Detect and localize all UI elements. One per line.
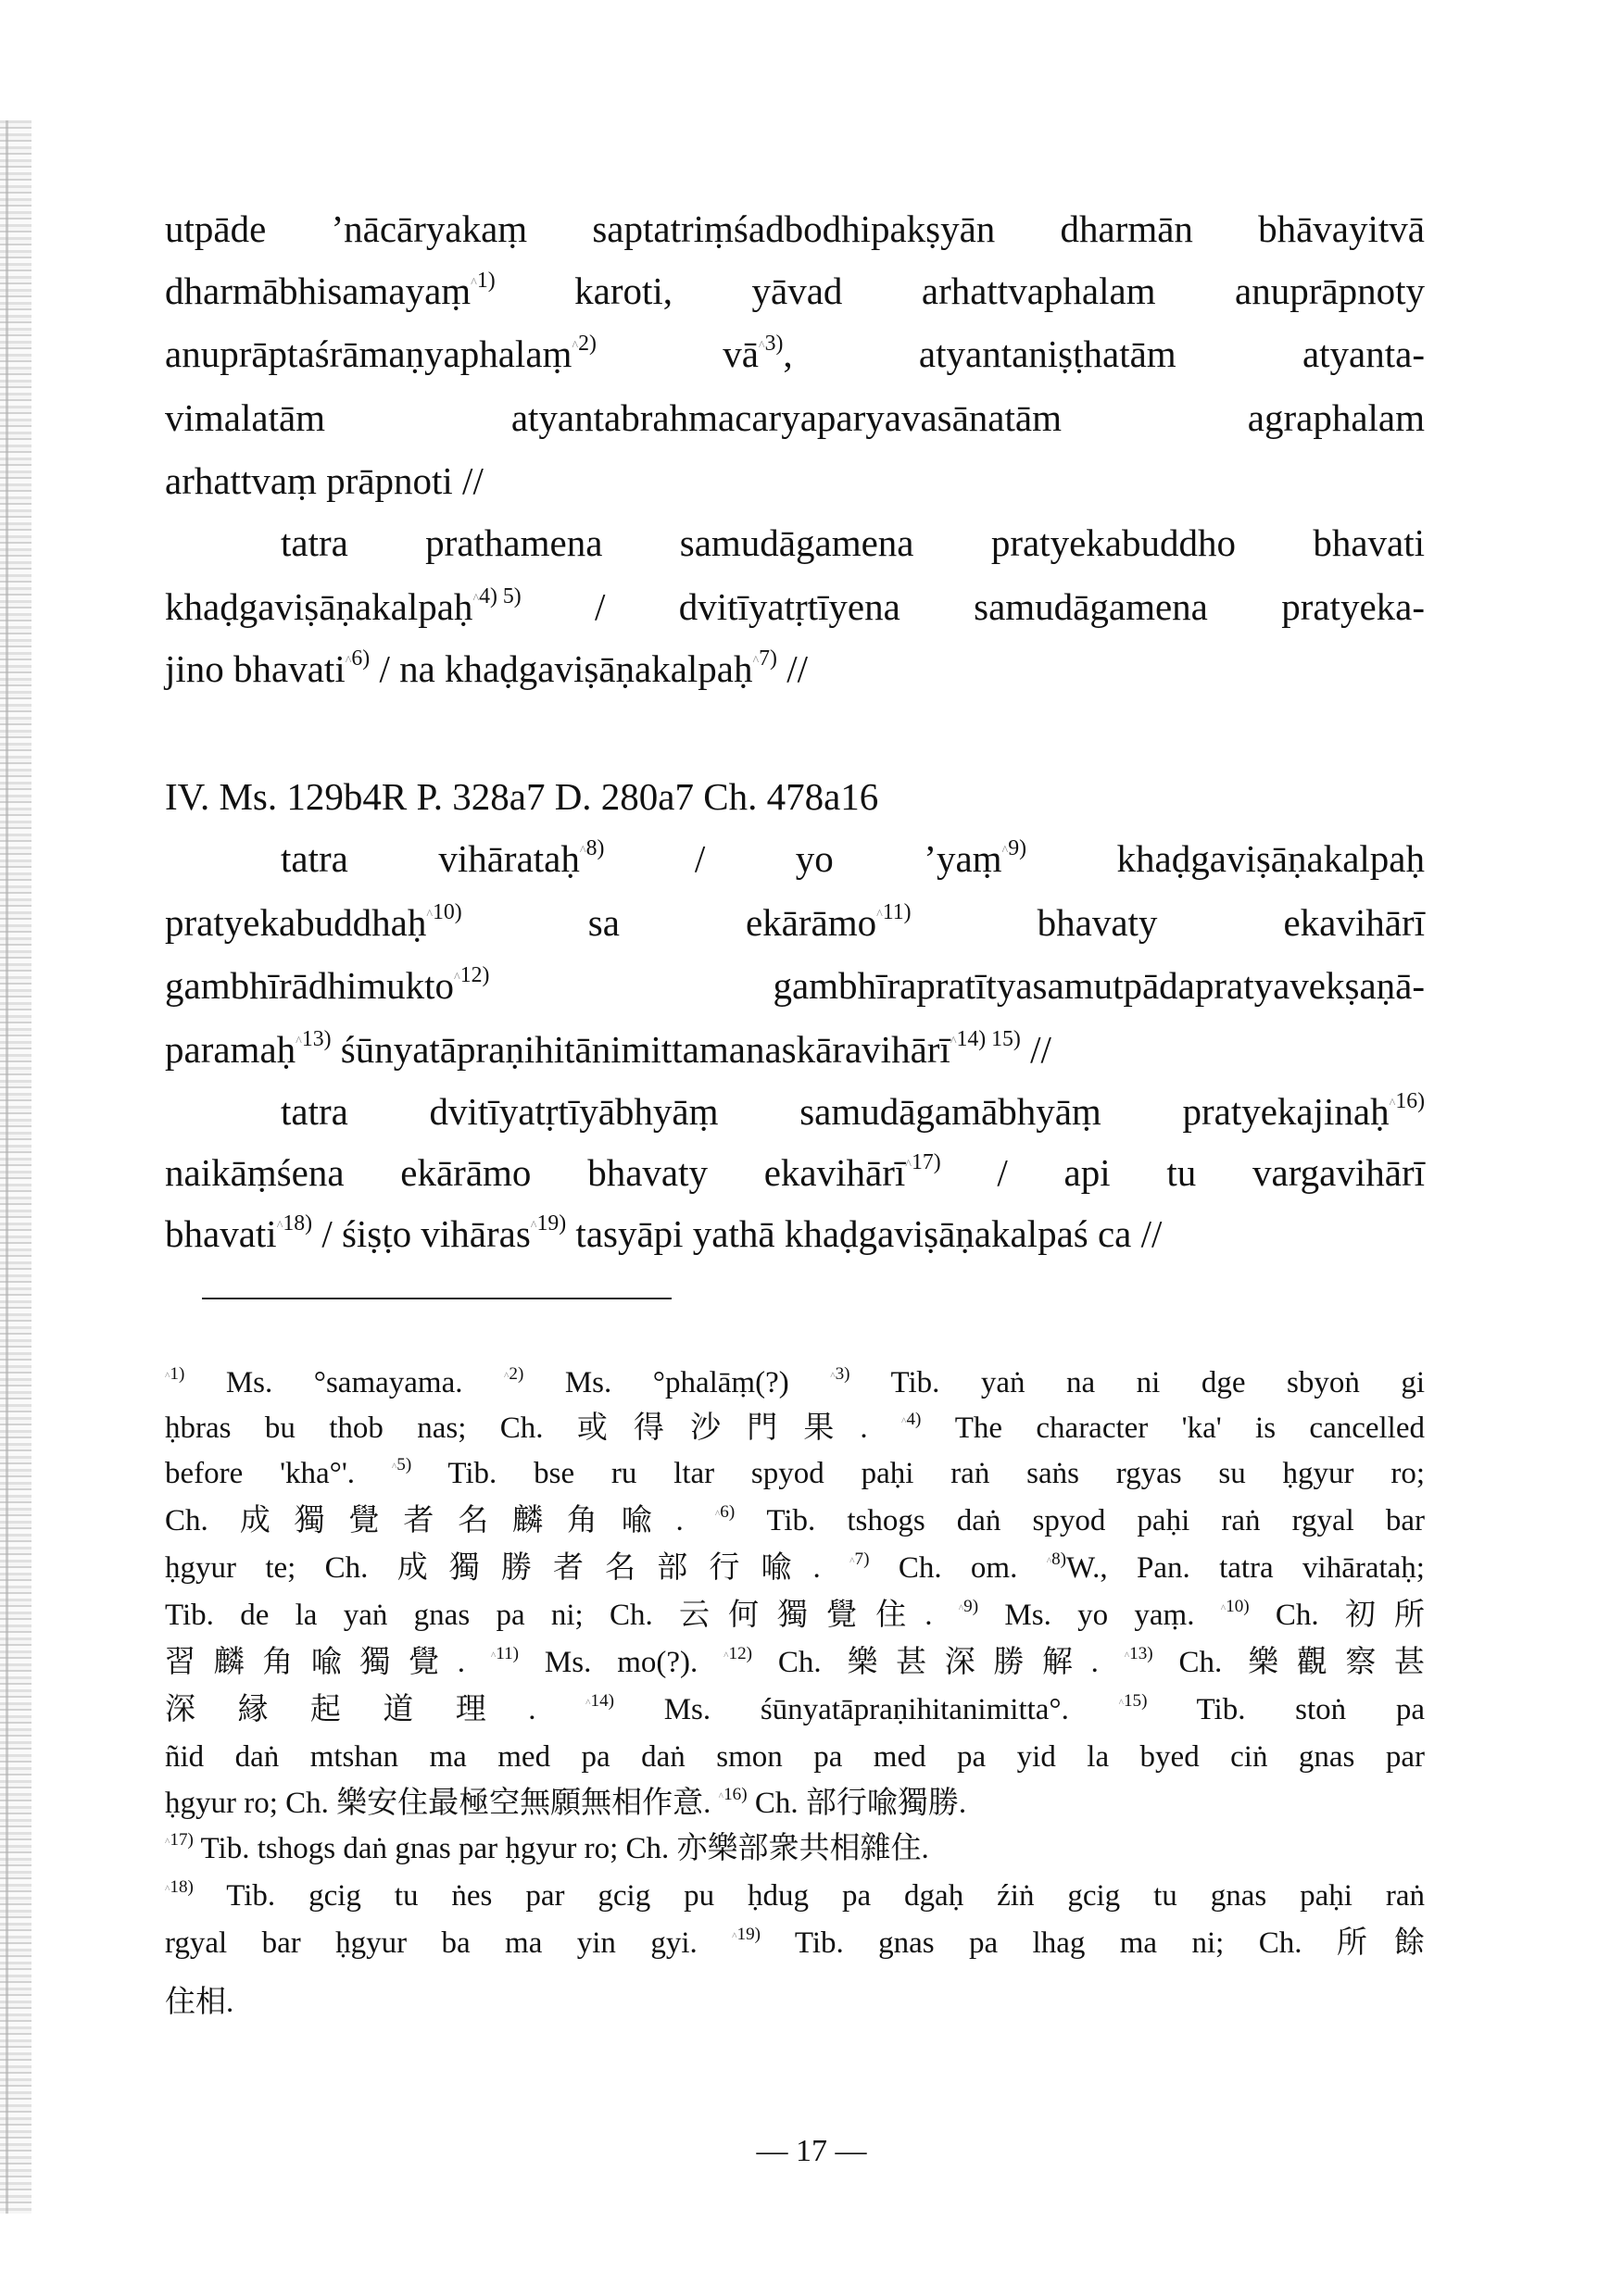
text-line bbox=[165, 395, 1425, 441]
text-segment: before 'kha°'. bbox=[165, 1457, 392, 1490]
text-segment: Ms. yo yaṃ. bbox=[978, 1599, 1221, 1632]
text-segment: 住相. bbox=[165, 1986, 234, 2019]
footnote-line bbox=[165, 1597, 1425, 1634]
footnote-line bbox=[165, 1830, 1425, 1867]
text-segment: tatra dvitīyatṛtīyābhyāṃ samudāgamābhyāṃ pratyekajinaḥ bbox=[281, 1090, 1390, 1133]
text-segment: ḥgyur ro; Ch. 樂安住最極空無願無相作意. bbox=[165, 1787, 719, 1820]
text-segment: śūnyatāpraṇihitānimittamanaskāravihārī bbox=[331, 1028, 950, 1071]
footnote-line bbox=[165, 1691, 1425, 1728]
footnote-marker: ^19) bbox=[530, 1211, 567, 1236]
text-line bbox=[165, 1149, 1425, 1196]
footnote-line bbox=[165, 1785, 1425, 1822]
text-segment: Ch. 樂甚深勝解. bbox=[752, 1646, 1125, 1679]
footnote-line bbox=[165, 1410, 1425, 1447]
text-segment: khaḍgaviṣāṇakalpaḥ bbox=[165, 585, 473, 628]
text-segment: karoti, yāvad arhattvaphalam anuprāpnoty bbox=[495, 270, 1425, 312]
text-segment: , atyantaniṣṭhatām atyanta- bbox=[783, 332, 1425, 375]
text-segment: Tib. gnas pa lhag ma ni; Ch. 所餘 bbox=[761, 1926, 1425, 1960]
footnote-marker: ^2) bbox=[572, 332, 597, 357]
text-segment: Ch. 初所 bbox=[1249, 1599, 1426, 1632]
footnote-marker: ^10) bbox=[426, 900, 462, 925]
text-line bbox=[165, 1026, 1425, 1073]
footnote-line bbox=[165, 1984, 1425, 2021]
text-segment: tasyāpi yathā khaḍgaviṣāṇakalpaś ca // bbox=[566, 1212, 1163, 1255]
text-line bbox=[165, 646, 1425, 692]
text-line bbox=[281, 1088, 1425, 1135]
footnote-line bbox=[165, 1644, 1425, 1681]
text-segment: gambhīrapratītyasamutpādapratyavekṣaṇā- bbox=[489, 964, 1425, 1007]
footnote-marker: ^5) bbox=[391, 1454, 412, 1474]
text-segment: Tib. yaṅ na ni dge sbyoṅ gi bbox=[849, 1366, 1425, 1399]
footnote-marker: ^14) bbox=[585, 1690, 615, 1711]
footnote-marker: ^1) bbox=[471, 269, 496, 294]
text-segment: Tib. tshogs daṅ spyod paḥi raṅ rgyal bar bbox=[735, 1504, 1425, 1537]
text-segment: rgyal bar ḥgyur ba ma yin gyi. bbox=[165, 1926, 733, 1960]
scan-edge-shadow bbox=[0, 120, 31, 2214]
text-segment: / api tu vargavihārī bbox=[940, 1151, 1425, 1194]
footnote-marker: ^3) bbox=[758, 332, 784, 357]
footnote-line bbox=[165, 1364, 1425, 1401]
text-segment: vimalatām atyantabrahmacaryaparyavasānatām agraphalam bbox=[165, 396, 1425, 439]
text-segment: Ch. om. bbox=[869, 1551, 1047, 1585]
footnote-marker: ^1) bbox=[165, 1363, 185, 1384]
footnote-marker: ^10) bbox=[1220, 1596, 1250, 1616]
footnote-line bbox=[165, 1502, 1425, 1539]
text-segment: Ms. śūnyatāpraṇihitanimitta°. bbox=[614, 1693, 1119, 1726]
footnote-marker: ^17) bbox=[905, 1150, 941, 1175]
text-segment: // bbox=[1020, 1028, 1051, 1071]
footnote-marker: ^9) bbox=[958, 1596, 979, 1616]
text-segment: Tib. tshogs daṅ gnas par ḥgyur ro; Ch. 亦樂部衆共相雜住. bbox=[193, 1832, 929, 1865]
text-segment: bhavati bbox=[165, 1212, 277, 1255]
text-segment: // bbox=[776, 647, 809, 690]
text-segment: The character 'ka' is cancelled bbox=[921, 1411, 1425, 1445]
text-segment: sa ekārāmo bbox=[461, 901, 877, 944]
text-line bbox=[165, 331, 1425, 377]
text-segment: 深縁起道理. bbox=[165, 1693, 586, 1726]
text-segment: IV. Ms. 129b4R P. 328a7 D. 280a7 Ch. 478a16 bbox=[165, 775, 879, 818]
text-line bbox=[165, 583, 1425, 630]
footnote-line bbox=[165, 1738, 1425, 1775]
text-segment: ḥgyur te; Ch. 成獨勝者名部行喩. bbox=[165, 1551, 850, 1585]
footnote-marker: ^13) bbox=[1124, 1643, 1153, 1663]
footnote-marker: ^7) bbox=[752, 646, 777, 671]
text-segment: Ch. 樂觀察甚 bbox=[1152, 1646, 1426, 1679]
text-segment: / śiṣṭo vihāras bbox=[312, 1212, 531, 1255]
text-segment: Ms. °phalāṃ(?) bbox=[523, 1366, 831, 1399]
footnote-marker: ^19) bbox=[732, 1924, 761, 1944]
footnote-marker: ^13) bbox=[296, 1027, 332, 1052]
footnote-marker: ^3) bbox=[830, 1363, 850, 1384]
footnote-marker: ^16) bbox=[718, 1784, 748, 1804]
footnote-marker: ^4) 5) bbox=[472, 584, 522, 609]
text-segment: vā bbox=[596, 332, 759, 375]
text-segment: ñid daṅ mtshan ma med pa daṅ smon pa med pa yid la byed ciṅ gnas par bbox=[165, 1740, 1425, 1774]
text-segment: Ch. 成獨覺者名麟角喩. bbox=[165, 1504, 715, 1537]
text-segment: Tib. bse ru ltar spyod paḥi raṅ saṅs rgyas su ḥgyur ro; bbox=[411, 1457, 1425, 1490]
footnote-line bbox=[165, 1549, 1425, 1587]
footnote-line bbox=[165, 1455, 1425, 1492]
text-segment: / yo ’yaṃ bbox=[604, 837, 1002, 880]
text-segment: tatra prathamena samudāgamena pratyekabuddho bhavati bbox=[281, 521, 1425, 564]
text-line bbox=[281, 520, 1425, 566]
text-segment: bhavaty ekavihārī bbox=[911, 901, 1425, 944]
footnote-line bbox=[165, 1925, 1425, 1962]
footnote-marker: ^18) bbox=[276, 1211, 313, 1236]
text-line bbox=[165, 206, 1425, 252]
text-line bbox=[165, 962, 1425, 1009]
footnote-rule bbox=[202, 1298, 672, 1299]
text-segment: Tib. stoṅ pa bbox=[1147, 1693, 1425, 1726]
text-line bbox=[281, 835, 1425, 882]
text-segment: Tib. de la yaṅ gnas pa ni; Ch. 云何獨覺住. bbox=[165, 1599, 959, 1632]
text-segment: / na khaḍgaviṣāṇakalpaḥ bbox=[370, 647, 753, 690]
footnote-marker: ^9) bbox=[1001, 836, 1027, 861]
footnote-marker: ^18) bbox=[165, 1876, 194, 1897]
text-segment: paramaḥ bbox=[165, 1028, 296, 1071]
text-segment: naikāṃśena ekārāmo bhavaty ekavihārī bbox=[165, 1151, 906, 1194]
footnote-marker: ^16) bbox=[1389, 1089, 1425, 1114]
text-segment: Ms. °samayama. bbox=[184, 1366, 504, 1399]
text-segment: 習麟角喩獨覺. bbox=[165, 1646, 491, 1679]
text-segment: khaḍgaviṣāṇakalpaḥ bbox=[1026, 837, 1425, 880]
text-line bbox=[165, 268, 1425, 314]
text-segment: Ms. mo(?). bbox=[519, 1646, 724, 1679]
page-number: — 17 — bbox=[756, 2134, 867, 2168]
footnote-marker: ^8) bbox=[1046, 1549, 1067, 1569]
text-segment: utpāde ’nācāryakaṃ saptatriṃśadbodhipakṣyān dharmān bhāvayitvā bbox=[165, 207, 1425, 250]
text-segment: anuprāptaśrāmaṇyaphalaṃ bbox=[165, 332, 572, 375]
footnote-marker: ^6) bbox=[345, 646, 371, 671]
footnote-marker: ^6) bbox=[714, 1501, 736, 1522]
footnote-marker: ^17) bbox=[165, 1829, 194, 1850]
text-segment: gambhīrādhimukto bbox=[165, 964, 455, 1007]
footnote-marker: ^12) bbox=[454, 963, 490, 988]
footnote-marker: ^7) bbox=[849, 1549, 870, 1569]
text-segment: W., Pan. tatra vihārataḥ; bbox=[1066, 1551, 1425, 1585]
footnote-marker: ^15) bbox=[1118, 1690, 1148, 1711]
text-segment: pratyekabuddhaḥ bbox=[165, 901, 427, 944]
text-segment: tatra vihārataḥ bbox=[281, 837, 580, 880]
text-segment: ḥbras bu thob nas; Ch. 或得沙門果. bbox=[165, 1411, 902, 1445]
footnote-marker: ^11) bbox=[490, 1643, 520, 1663]
footnote-marker: ^2) bbox=[503, 1363, 524, 1384]
text-line bbox=[165, 773, 1425, 820]
text-segment: / dvitīyatṛtīyena samudāgamena pratyeka- bbox=[521, 585, 1425, 628]
text-segment: Ch. 部行喩獨勝. bbox=[747, 1787, 967, 1820]
text-line bbox=[165, 899, 1425, 946]
footnote-marker: ^11) bbox=[876, 900, 912, 925]
text-segment: dharmābhisamayaṃ bbox=[165, 270, 472, 312]
text-segment: jino bhavati bbox=[165, 647, 346, 690]
footnote-marker: ^4) bbox=[901, 1409, 922, 1429]
footnote-marker: ^12) bbox=[723, 1643, 753, 1663]
text-line bbox=[165, 458, 1425, 504]
footnote-line bbox=[165, 1877, 1425, 1914]
text-line bbox=[165, 1211, 1425, 1257]
text-segment: Tib. gcig tu ṅes par gcig pu ḥdug pa dgaḥ źiṅ gcig tu gnas paḥi raṅ bbox=[193, 1879, 1425, 1913]
footnote-marker: ^14) 15) bbox=[950, 1027, 1021, 1052]
footnote-marker: ^8) bbox=[579, 836, 605, 861]
text-segment: arhattvaṃ prāpnoti // bbox=[165, 459, 484, 502]
